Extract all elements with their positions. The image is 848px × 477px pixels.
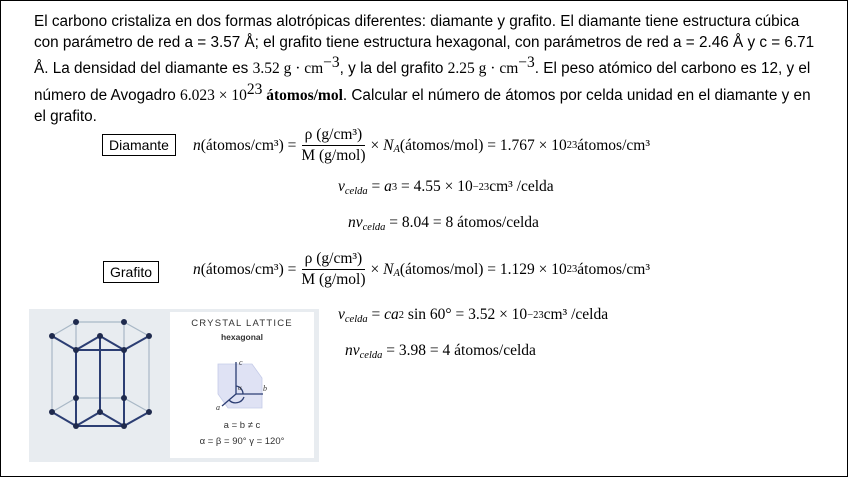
lattice-subtitle: hexagonal	[220, 332, 264, 342]
problem-statement: El carbono cristaliza en dos formas alotrópicas diferentes: diamante y grafito. El diamante tiene estructura cúbica con parámetro de red a = 3.57 Å; el grafito tiene estructura hexagonal, con parámetros de red a = 2.46 Å y c = 6.71 Å. La densidad del diamante es 3.52 $g \cdot cm^{-3}$, y la del grafito 2.25 $g \cdot cm^{-3}$. El peso atómico del carbono es 12, y el número de Avogadro $6.023 \times 10^{23}$ átomos/mol. Calcular el número de átomos por celda unidad en el diamante y en el grafito.	[34, 13, 815, 125]
grafito-density-equation: n (átomos/cm³) = $\frac{\text{ρ (g/cm³)}}{\text{M (g/mol)}}$ × N A (átomos/mol) = 1.129 × 10 23 átomos/cm³	[193, 250, 650, 288]
hexagonal-prism-drawing	[29, 309, 174, 462]
axis-b-label: b	[263, 384, 267, 393]
diamante-density-equation: n (átomos/cm³) = $\frac{\text{ρ (g/cm³)}}{\text{M (g/mol)}}$ × N A (átomos/mol) = 1.767 × 10 23 átomos/cm³	[193, 126, 650, 164]
grafito-label: Grafito	[103, 261, 159, 283]
axis-c-label: c	[239, 358, 243, 367]
axis-a-label: a	[216, 403, 220, 412]
diamante-label: Diamante	[102, 134, 176, 156]
grafito-volume-equation: v celda = ca 2 sin 60° = 3.52 × 10 −23 cm³ /celda	[338, 306, 609, 325]
lattice-title: CRYSTAL LATTICE	[191, 318, 293, 329]
lattice-relation: a = b ≠ c	[223, 420, 261, 431]
grafito-atoms-equation: nv celda = 3.98 = 4 átomos/celda	[345, 342, 536, 361]
alpha-label: α	[238, 384, 242, 392]
axes-diagram	[200, 350, 280, 414]
diamante-volume-equation: v celda = a 3 = 4.55 × 10 −23 cm³ /celda	[338, 178, 554, 197]
lattice-angles: α = β = 90° γ = 120°	[199, 436, 285, 447]
diamante-atoms-equation: nv celda = 8.04 = 8 átomos/celda	[348, 214, 539, 233]
